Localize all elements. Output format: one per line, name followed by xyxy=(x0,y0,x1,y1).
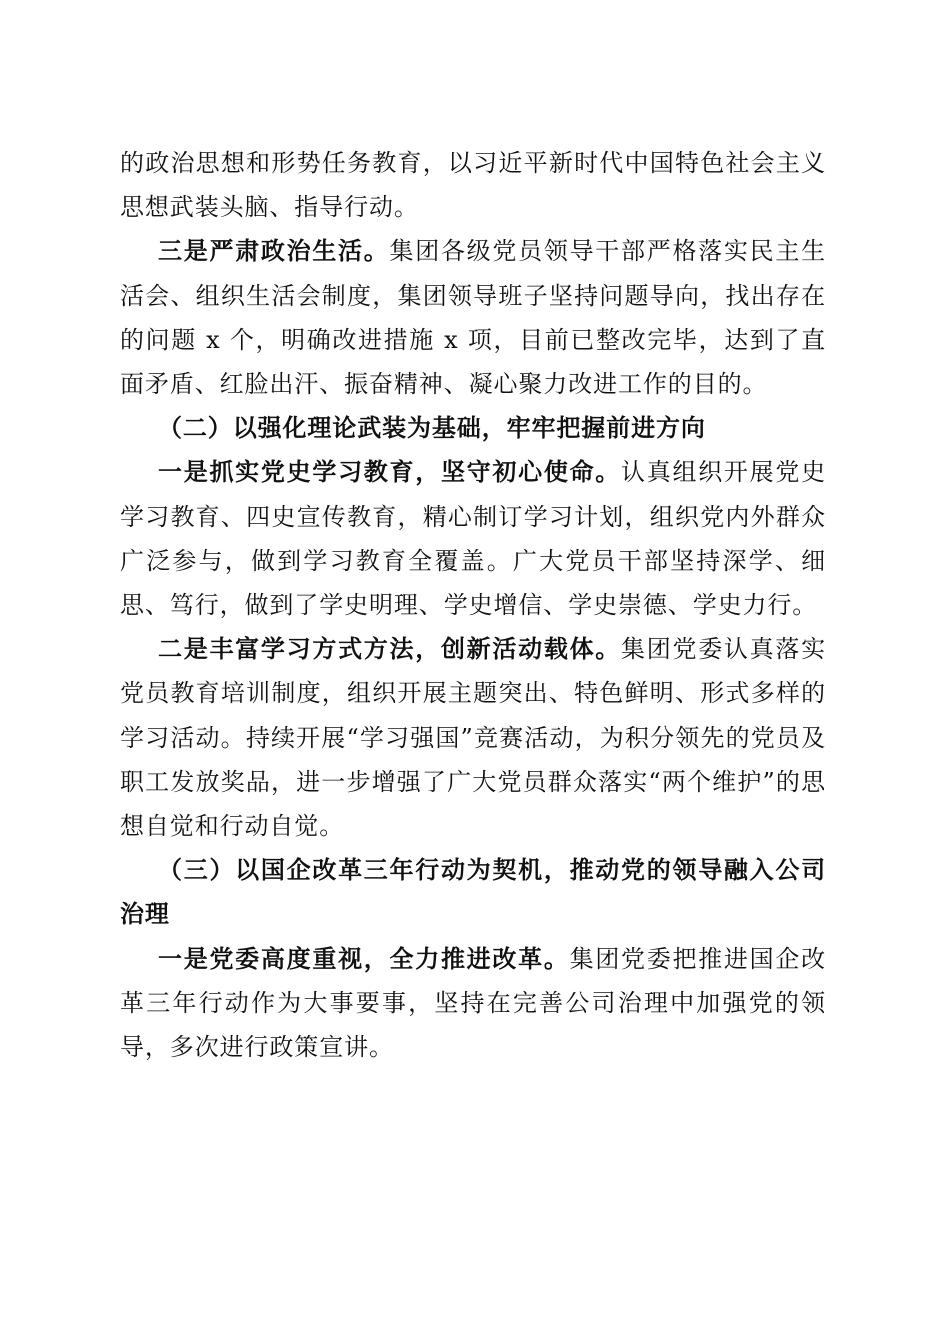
section-heading-text: （二）以强化理论武装为基础，牢牢把握前进方向 xyxy=(158,413,706,443)
section-heading-3 xyxy=(120,848,826,936)
paragraph-lead: 一是抓实党史学习教育，坚守初心使命。 xyxy=(158,457,622,487)
paragraph-text: 的政治思想和形势任务教育，以习近平新时代中国特色社会主义思想武装头脑、指导行动。 xyxy=(120,149,826,222)
paragraph-lead: 二是丰富学习方式方法，创新活动载体。 xyxy=(158,634,622,664)
paragraph-lead: 一是党委高度重视，全力推进改革。 xyxy=(158,943,570,973)
paragraph-lead: 三是严肃政治生活。 xyxy=(158,236,390,266)
paragraph-text: 集团各级党员领导干部严格落实民主生活会、组织生活会制度，集团领导班子坚持问题导向，找出存在的问题 x 个，明确改进措施 x 项，目前已整改完毕，达到了直面矛盾、红脸出汗、振奋精神、凝心聚力改进工作的目的。 xyxy=(120,237,826,399)
paragraph-text: 集团党委把推进国企改革三年行动作为大事要事，坚持在完善公司治理中加强党的领导，多次进行政策宣讲。 xyxy=(120,944,827,1062)
section-heading-text: （三）以国企改革三年行动为契机，推动党的领导融入公司治理 xyxy=(120,855,826,929)
paragraph-party-history xyxy=(120,450,826,627)
paragraph-continuation xyxy=(120,141,826,229)
paragraph-reform xyxy=(120,937,826,1070)
document-body xyxy=(120,141,826,1069)
paragraph-learning-methods xyxy=(120,627,826,848)
section-heading-2 xyxy=(120,406,826,450)
paragraph-political-life xyxy=(120,229,826,406)
paragraph-text: 认真组织开展党史学习教育、四史宣传教育，精心制订学习计划，组织党内外群众广泛参与，做到学习教育全覆盖。广大党员干部坚持深学、细思、笃行，做到了学史明理、学史增信、学史崇德、学史力行。 xyxy=(120,458,826,620)
paragraph-text: 集团党委认真落实党员教育培训制度，组织开展主题突出、特色鲜明、形式多样的学习活动。持续开展“学习强国”竞赛活动，为积分领先的党员及职工发放奖品，进一步增强了广大党员群众落实“两个维护”的思想自觉和行动自觉。 xyxy=(120,635,826,841)
